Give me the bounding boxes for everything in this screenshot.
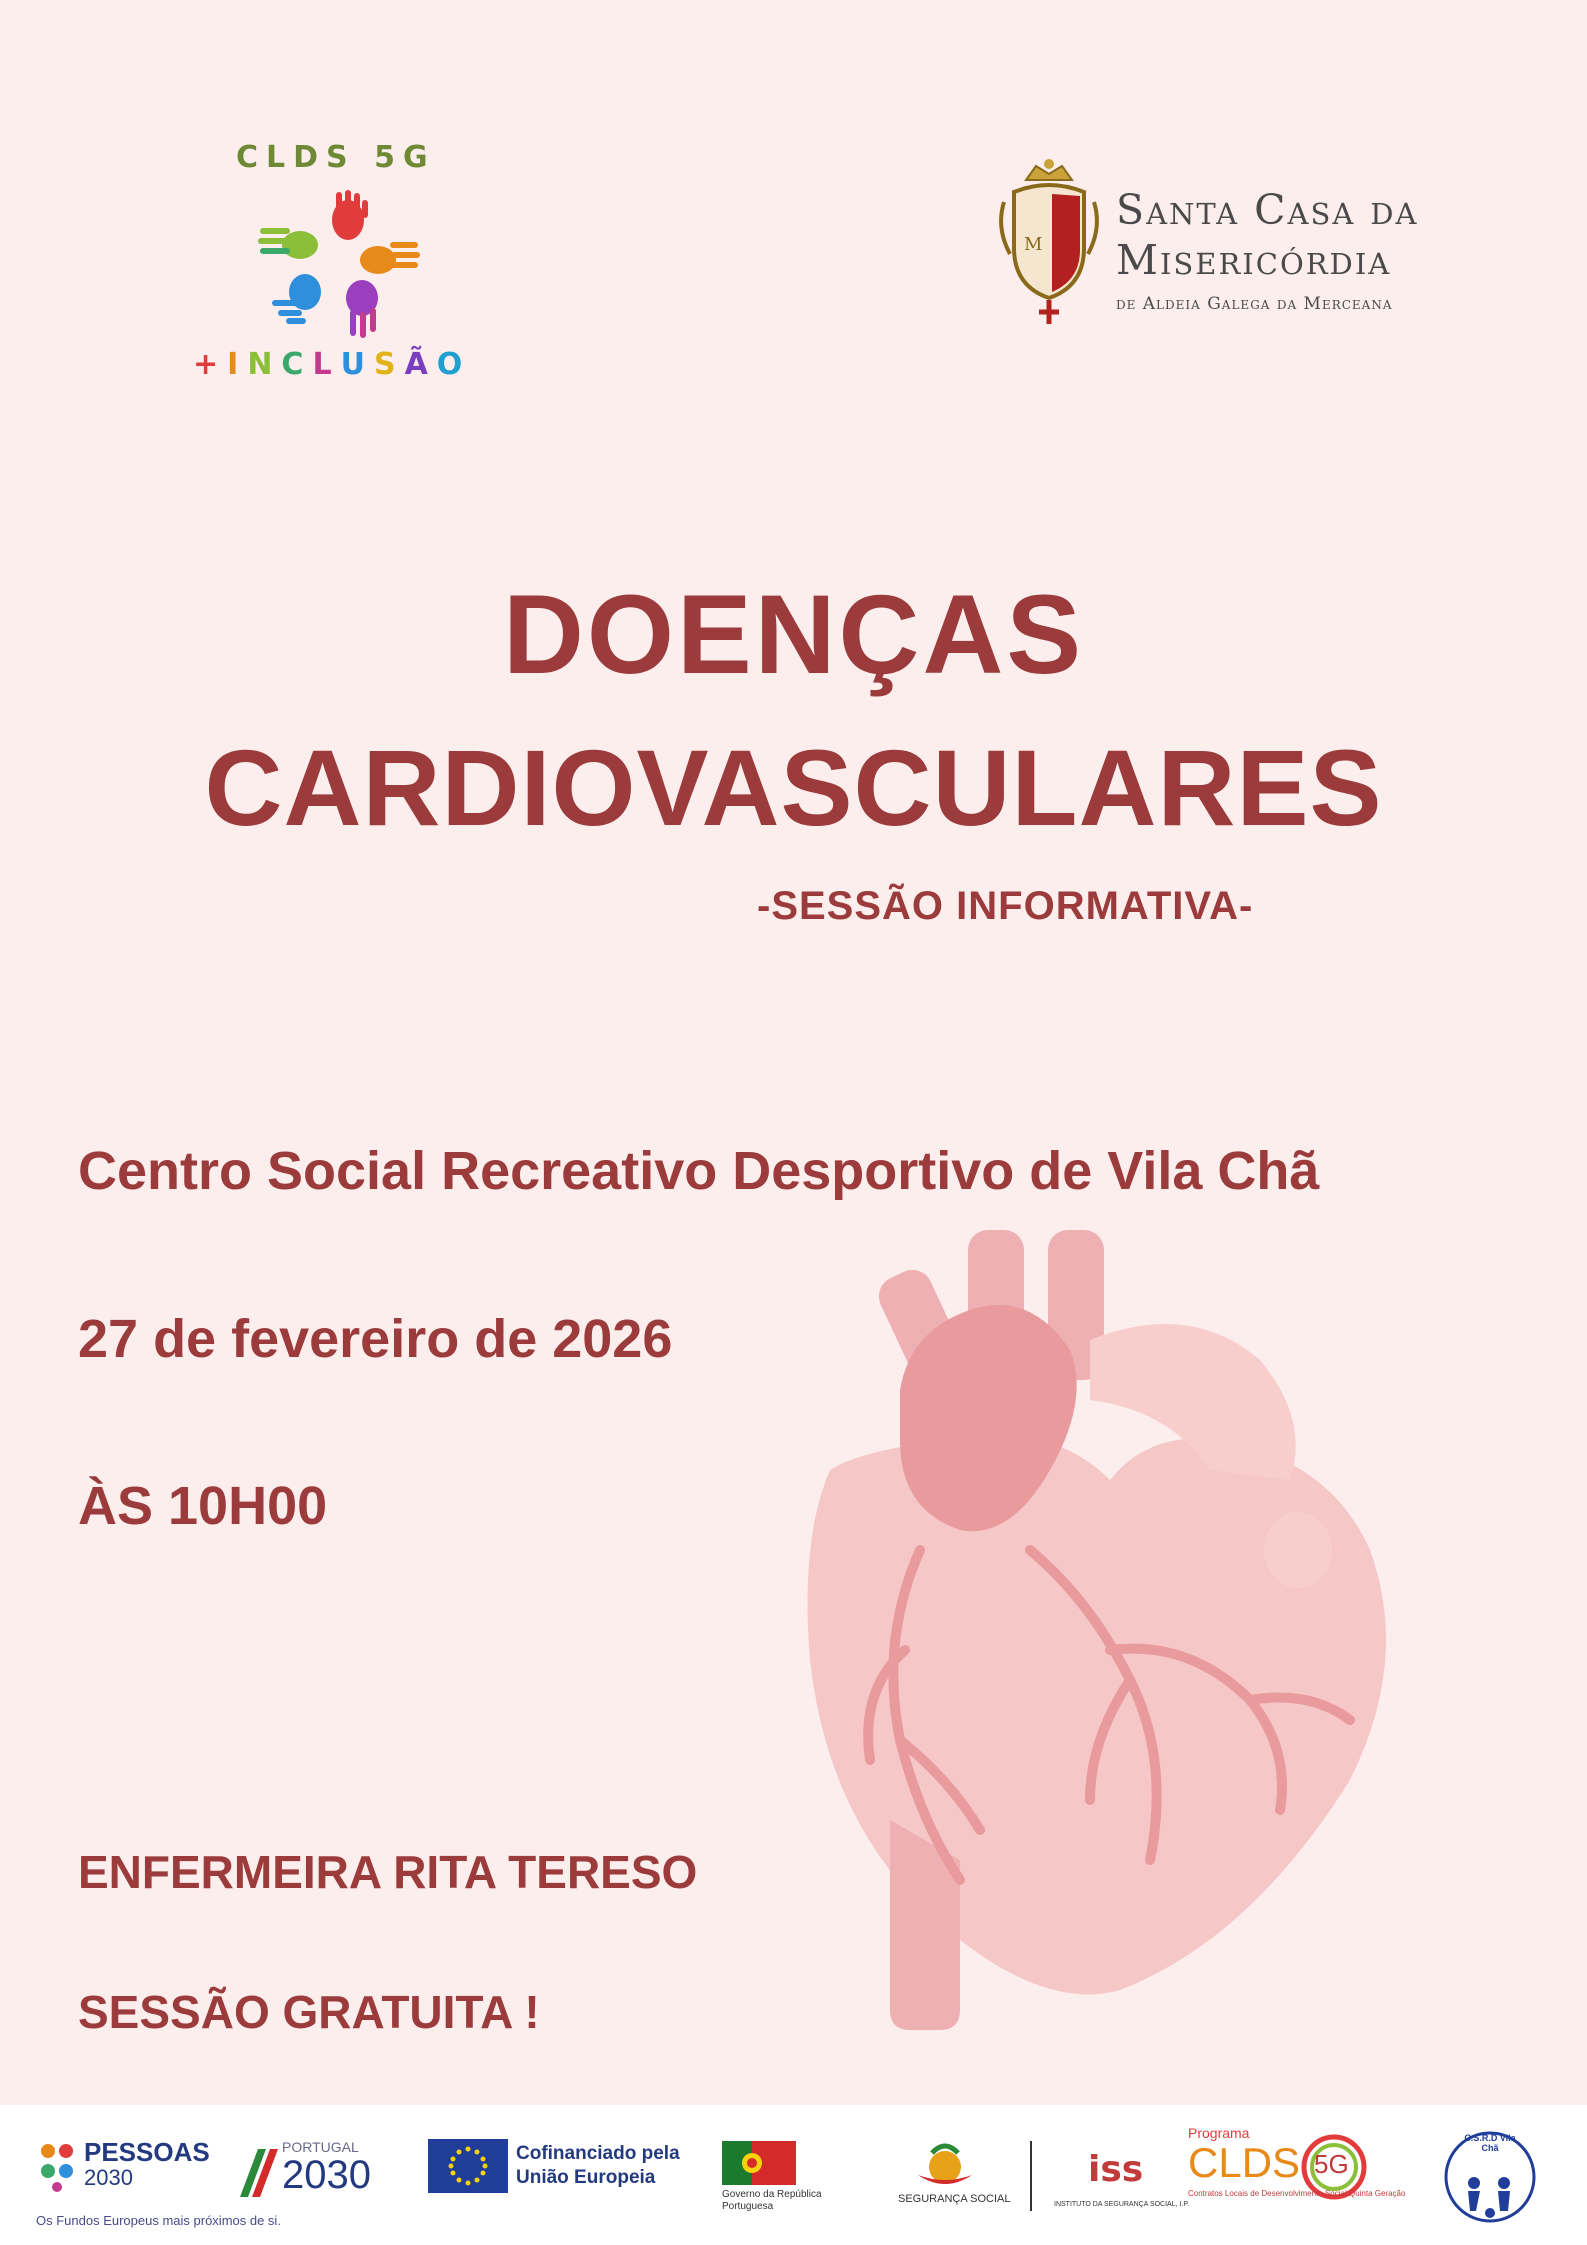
santa-casa-line3: de Aldeia Galega da Merceana xyxy=(1116,294,1393,314)
iss-text: iss xyxy=(1088,2149,1144,2190)
colored-hands-logo-icon xyxy=(250,190,420,340)
seguranca-social-logo xyxy=(898,2139,1011,2219)
eu-cofinanced-logo xyxy=(428,2139,708,2199)
pessoas-text: PESSOAS xyxy=(84,2137,210,2167)
inclusao-wordmark xyxy=(193,347,471,382)
cofin-line1: Cofinanciado pela xyxy=(516,2143,680,2164)
pessoas-year: 2030 xyxy=(84,2165,133,2190)
event-date: 27 de fevereiro de 2026 xyxy=(78,1309,673,1369)
clds-5g-text: 5G xyxy=(1314,2149,1349,2179)
heart-illustration-icon xyxy=(790,1220,1390,2050)
seguranca-text: SEGURANÇA SOCIAL xyxy=(898,2193,1011,2205)
portugal-year: 2030 xyxy=(282,2153,371,2197)
inclusao-letter: Ã xyxy=(404,347,437,382)
santa-casa-crest-icon xyxy=(996,158,1102,326)
clds-sub-text: Contratos Locais de Desenvolvimento Social Quinta Geração xyxy=(1188,2189,1406,2198)
page-title-line2: CARDIOVASCULARES xyxy=(204,727,1383,848)
cofin-line2: União Europeia xyxy=(516,2167,656,2188)
santa-casa-line1: Santa Casa da xyxy=(1116,186,1419,234)
footer-logo-bar xyxy=(0,2105,1587,2245)
event-time: ÀS 10H00 xyxy=(78,1476,328,1536)
governo-line1: Governo da República xyxy=(722,2189,822,2200)
portugal-text: PORTUGAL xyxy=(282,2139,359,2155)
iss-logo xyxy=(1054,2149,1190,2219)
programa-clds-logo xyxy=(1188,2125,1406,2215)
inclusao-letter: L xyxy=(312,347,341,382)
portugal-flag-icon xyxy=(722,2141,796,2185)
svg-text:M: M xyxy=(1024,234,1043,255)
programa-text: Programa xyxy=(1188,2125,1250,2141)
inclusao-letter: + xyxy=(193,347,228,382)
governo-logo xyxy=(720,2141,830,2221)
clds-5g-title: CLDS 5G xyxy=(236,140,436,175)
event-free-note: SESSÃO GRATUITA ! xyxy=(78,1986,540,2038)
portugal-2030-mark-icon xyxy=(236,2145,280,2201)
eu-flag-icon xyxy=(428,2139,508,2193)
fundos-tagline: Os Fundos Europeus mais próximos de si. xyxy=(36,2213,281,2228)
inclusao-letter: U xyxy=(340,347,374,382)
inclusao-letter: C xyxy=(281,347,313,382)
governo-line2: Portuguesa xyxy=(722,2201,774,2212)
inclusao-letter: O xyxy=(436,347,472,382)
event-venue: Centro Social Recreativo Desportivo de Vila Chã xyxy=(78,1141,1320,1201)
instituto-text: INSTITUTO DA SEGURANÇA SOCIAL, I.P. xyxy=(1054,2201,1190,2208)
page-title-line1: DOENÇAS xyxy=(502,572,1085,697)
portugal-2030-logo xyxy=(236,2135,386,2205)
inclusao-letter: I xyxy=(227,347,248,382)
inclusao-letter: S xyxy=(373,347,405,382)
page-subtitle: -SESSÃO INFORMATIVA- xyxy=(757,884,1254,928)
santa-casa-line2: Misericórdia xyxy=(1116,236,1392,284)
csrd-text: C.S.R.D Vila Chã xyxy=(1464,2133,1516,2153)
inclusao-letter: N xyxy=(247,347,282,382)
clds-text: CLDS xyxy=(1188,2139,1301,2186)
event-speaker: ENFERMEIRA RITA TERESO xyxy=(78,1846,698,1898)
footer-divider xyxy=(1030,2141,1032,2211)
pessoas-2030-mark-icon xyxy=(36,2141,78,2193)
csrd-logo xyxy=(1440,2127,1540,2227)
seguranca-social-mark-icon xyxy=(912,2139,978,2189)
